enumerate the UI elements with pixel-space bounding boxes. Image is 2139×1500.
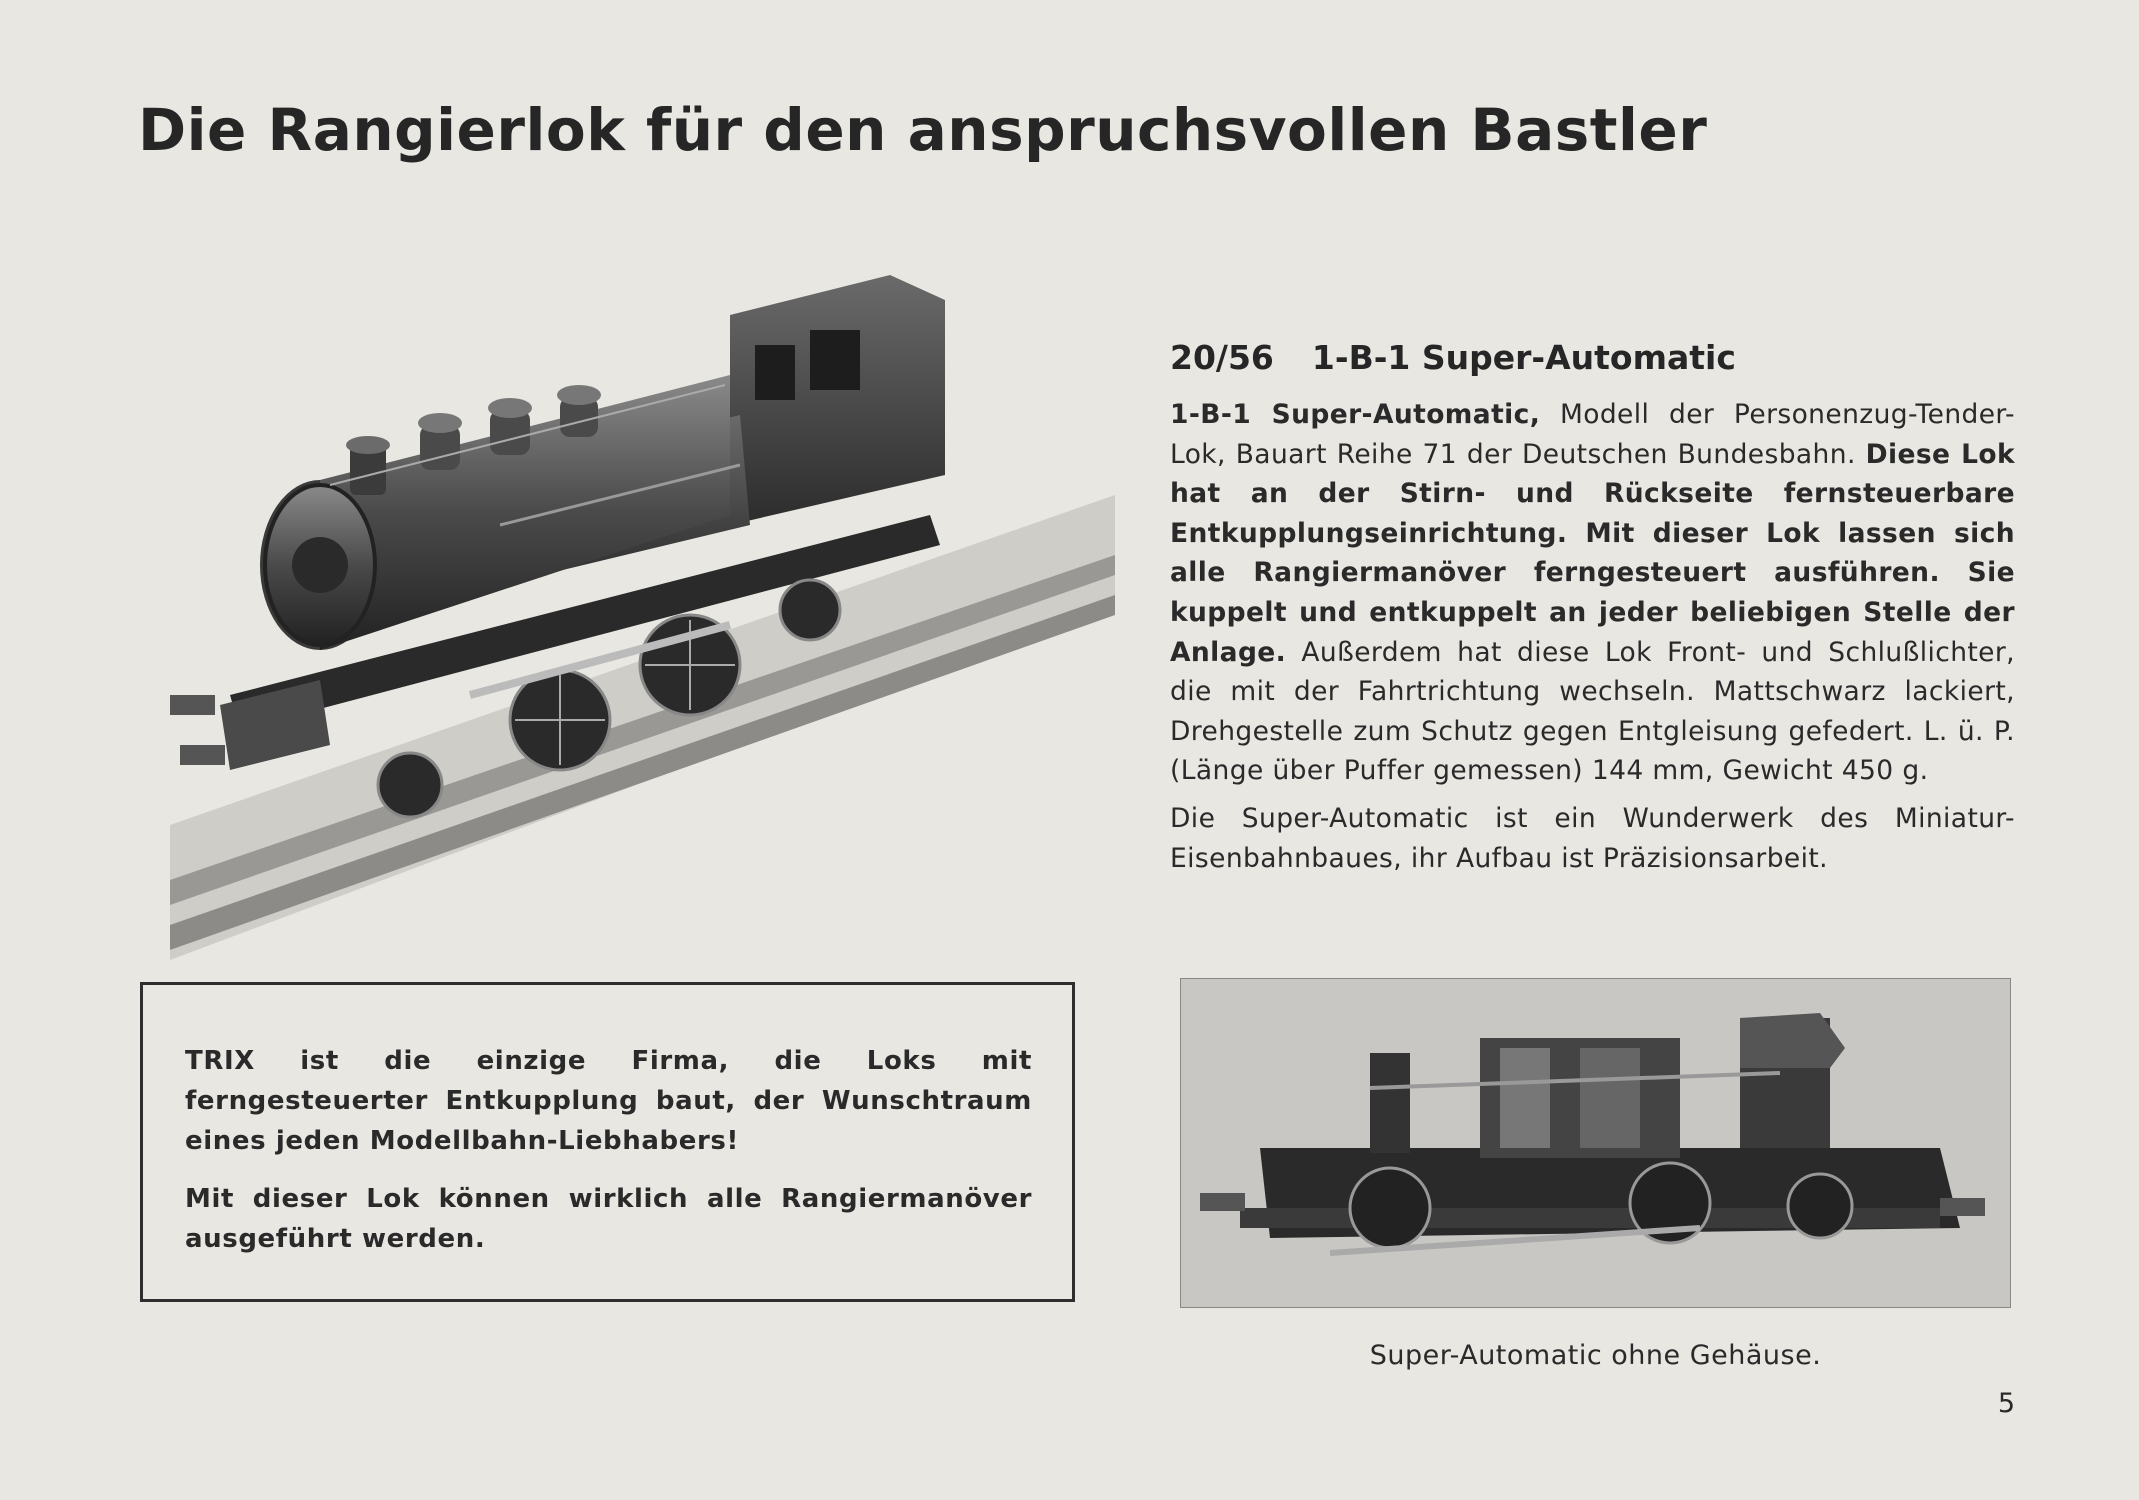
description-closing: Die Super-Automatic ist ein Wunderwerk des Miniatur-Eisenbahnbaues, ihr Aufbau ist Präzisionsarbeit. xyxy=(1170,802,2015,874)
product-number: 20/56 xyxy=(1170,338,1274,377)
description-bold: Diese Lok hat an der Stirn- und Rückseite fernsteuerbare Entkupplungseinrichtung. Mit dieser Lok lassen sich alle Rangiermanöver ferngesteuert ausführen. Sie kuppelt und entkuppelt an jeder beliebigen Stelle der Anlage. xyxy=(1170,438,2015,668)
locomotive-photo xyxy=(170,225,1115,960)
description-paragraph xyxy=(1170,395,2015,791)
description-text-1: Modell der Personenzug-Tender-Lok, Bauart Reihe 71 der Deutschen Bundesbahn. xyxy=(1170,399,2015,470)
product-description xyxy=(1170,395,2015,878)
chassis-caption: Super-Automatic ohne Gehäuse. xyxy=(1369,1340,1822,1371)
page-number: 5 xyxy=(1997,1388,2015,1419)
product-heading xyxy=(1170,338,1736,377)
product-name: 1-B-1 Super-Automatic xyxy=(1311,338,1736,377)
notice-paragraph-1: TRIX ist die einzige Firma, die Loks mit ferngesteuerter Entkupplung baut, der Wunschtraum eines jeden Modellbahn-Liebhabers! xyxy=(185,1046,1032,1156)
description-lead: 1-B-1 Super-Automatic, xyxy=(1170,399,1541,430)
notice-box xyxy=(140,982,1075,1302)
chassis-photo xyxy=(1180,978,2011,1308)
page-title: Die Rangierlok für den anspruchsvollen Bastler xyxy=(138,96,1708,164)
description-text-2: Außerdem hat diese Lok Front- und Schlußlichter, die mit der Fahrtrichtung wechseln. Mattschwarz lackiert, Drehgestelle zum Schutz gegen Entgleisung gefedert. L. ü. P. (Länge über Puffer gemessen) 144 mm, Gewicht 450 g. xyxy=(1170,636,2015,787)
notice-paragraph-2: Mit dieser Lok können wirklich alle Rangiermanöver ausgeführt werden. xyxy=(185,1184,1032,1254)
